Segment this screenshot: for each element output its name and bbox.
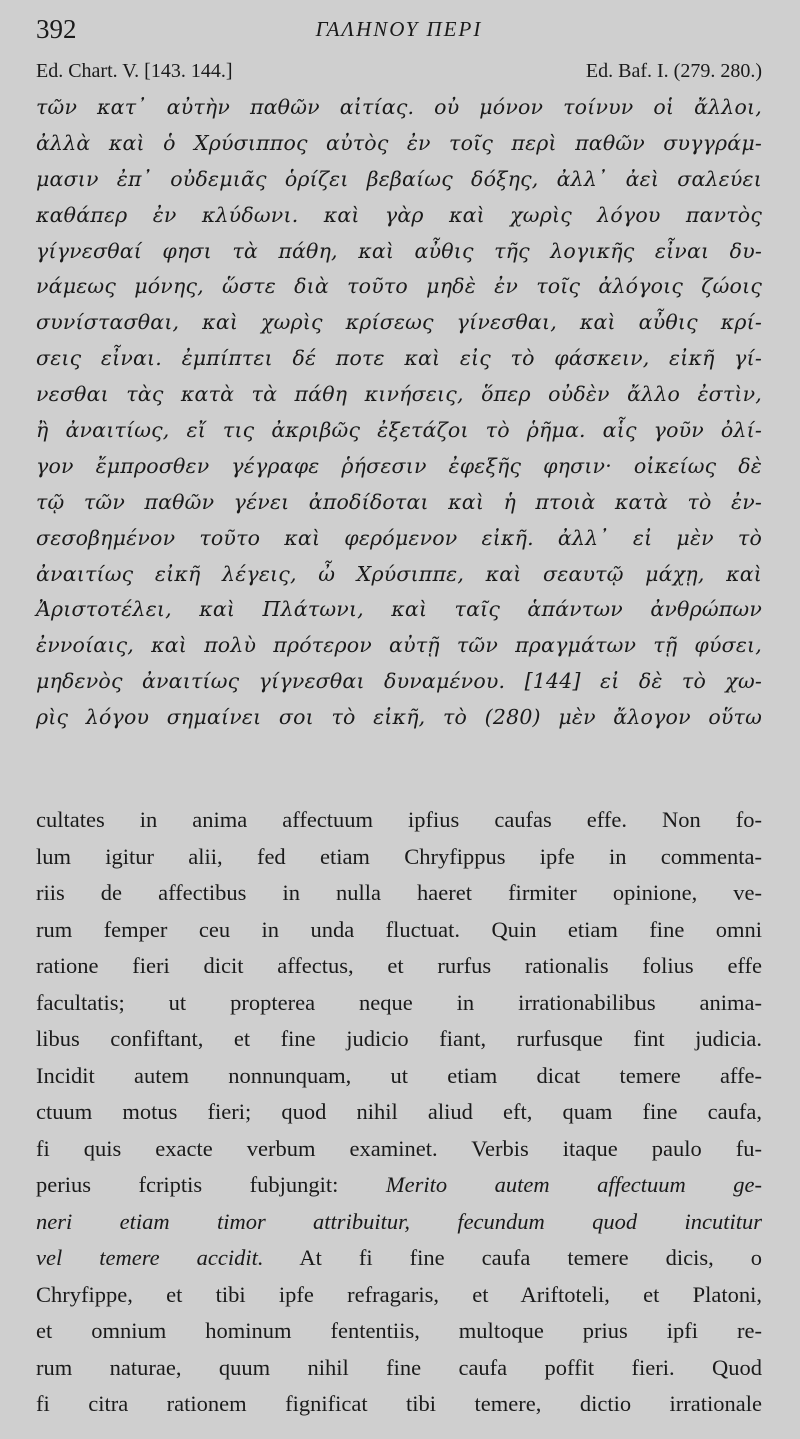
latin-text-line	[36, 1131, 762, 1168]
latin-text-segment: perius fcriptis fubjungit:	[36, 1172, 386, 1198]
greek-text-line: συνίστασθαι, καὶ χωρὶς κρίσεως γίνεσθαι, καὶ αὖθις κρί-	[36, 310, 762, 335]
greek-text-line: Ἀριστοτέλει, καὶ Πλάτωνι, καὶ ταῖς ἁπάντων ἀνθρώπων	[36, 597, 762, 622]
greek-text-line: τῶν κατ᾽ αὐτὴν παθῶν αἰτίας. οὐ μόνον τοίνυν οἱ ἄλλοι,	[36, 95, 762, 119]
latin-text-line	[36, 1277, 762, 1314]
latin-text-line	[36, 875, 762, 912]
greek-text-line: τῷ τῶν παθῶν γένει ἀποδίδοται καὶ ἡ πτοιὰ κατὰ τὸ ἐν-	[36, 489, 762, 514]
latin-text-segment: Incidit autem nonnunquam, ut etiam dicat temere affe-	[36, 1062, 762, 1088]
latin-text-line	[36, 1350, 762, 1387]
greek-text-line: γίγνεσθαί φησι τὰ πάθη, καὶ αὖθις τῆς λογικῆς εἶναι δυ-	[36, 238, 762, 263]
latin-text-segment: Chryfippe, et tibi ipfe refragaris, et Ariftoteli, et Platoni,	[36, 1281, 762, 1307]
greek-text-line: καθάπερ ἐν κλύδωνι. καὶ γὰρ καὶ χωρὶς λόγου παντὸς	[36, 202, 762, 227]
page-header	[36, 0, 762, 56]
latin-text-line	[36, 1094, 762, 1131]
greek-text-line: ἐννοίαις, καὶ πολὺ πρότερον αὐτῇ τῶν πραγμάτων τῇ φύσει,	[36, 633, 762, 658]
edition-references	[36, 60, 762, 88]
greek-text-line: νεσθαι τὰς κατὰ τὰ πάθη κινήσεις, ὅπερ οὐδὲν ἄλλο ἐστὶν,	[36, 382, 762, 407]
greek-text-line: σεις εἶναι. ἐμπίπτει δέ ποτε καὶ εἰς τὸ φάσκειν, εἰκῆ γί-	[36, 346, 762, 371]
greek-text-line: ἀλλὰ καὶ ὁ Χρύσιππος αὐτὸς ἐν τοῖς περὶ παθῶν συγγράμ-	[36, 130, 762, 155]
latin-text-segment: cultates in anima affectuum ipfius caufas effe. Non fo-	[36, 807, 762, 833]
greek-text-line: σεσοβημένον τοῦτο καὶ φερόμενον εἰκῆ. ἀλλ᾽ εἰ μὲν τὸ	[36, 525, 762, 550]
latin-text-segment: riis de affectibus in nulla haeret firmiter opinione, ve-	[36, 880, 762, 906]
latin-text-line	[36, 1240, 762, 1277]
greek-text-line: νάμεως μόνης, ὥστε διὰ τοῦτο μηδὲ ἐν τοῖς ἀλόγοις ζώοις	[36, 274, 762, 299]
page-number: 392	[36, 14, 77, 44]
latin-text-segment: et omnium hominum fententiis, multoque prius ipfi re-	[36, 1318, 762, 1344]
latin-text-line	[36, 1386, 762, 1423]
latin-text-line	[36, 912, 762, 949]
latin-text-line	[36, 1058, 762, 1095]
latin-text-line	[36, 1167, 762, 1204]
greek-text-line: ἢ ἀναιτίως, εἴ τις ἀκριβῶς ἐξετάζοι τὸ ῥῆμα. αἷς γοῦν ὀλί-	[36, 418, 762, 443]
greek-text-line: γον ἔμπροσθεν γέγραφε ῥήσεσιν ἐφεξῆς φησιν· οἰκείως δὲ	[36, 453, 762, 478]
greek-text-line: μηδενὸς ἀναιτίως γίγνεσθαι δυναμένου. [144] εἰ δὲ τὸ χω-	[36, 669, 762, 694]
greek-text-block	[36, 90, 762, 736]
latin-text-line	[36, 802, 762, 839]
latin-text-segment: rum naturae, quum nihil fine caufa poffit fieri. Quod	[36, 1354, 762, 1380]
latin-text-line	[36, 1313, 762, 1350]
latin-text-line	[36, 1021, 762, 1058]
latin-text-block	[36, 802, 762, 1423]
latin-text-line	[36, 948, 762, 985]
latin-text-line	[36, 839, 762, 876]
latin-text-line	[36, 985, 762, 1022]
latin-italic-quote: Merito autem affectuum ge-	[385, 1172, 762, 1198]
latin-text-segment: rum femper ceu in unda fluctuat. Quin etiam fine omni	[36, 916, 762, 942]
latin-text-segment: ratione fieri dicit affectus, et rurfus rationalis folius effe	[36, 953, 762, 979]
greek-text-line: ἀναιτίως εἰκῆ λέγεις, ὦ Χρύσιππε, καὶ σεαυτῷ μάχῃ, καὶ	[36, 561, 762, 586]
latin-text-segment: facultatis; ut propterea neque in irrationabilibus anima-	[36, 989, 762, 1015]
edition-chartier-ref: Ed. Chart. V. [143. 144.]	[36, 60, 233, 82]
latin-text-line	[36, 1204, 762, 1241]
latin-text-segment: libus confiftant, et fine judicio fiant, rurfusque fint judicia.	[36, 1026, 762, 1052]
latin-text-segment: lum igitur alii, fed etiam Chryfippus ipfe in commenta-	[36, 843, 762, 869]
latin-italic-quote: vel temere accidit.	[36, 1245, 264, 1271]
greek-text-line: ρὶς λόγου σημαίνει σοι τὸ εἰκῆ, τὸ (280) μὲν ἄλογον οὕτω	[36, 705, 762, 730]
latin-text-segment: fi quis exacte verbum examinet. Verbis itaque paulo fu-	[36, 1135, 762, 1161]
greek-text-line: μασιν ἐπ᾽ οὐδεμιᾶς ὁρίζει βεβαίως δόξης, ἀλλ᾽ ἀεὶ σαλεύει	[36, 166, 762, 191]
latin-text-segment: At fi fine caufa temere dicis, o	[263, 1245, 762, 1271]
latin-text-segment: fi citra rationem fignificat tibi temere, dictio irrationale	[36, 1391, 762, 1417]
running-title: ΓΑΛΗΝΟΥ ΠΕΡΙ	[315, 17, 483, 41]
latin-text-segment: ctuum motus fieri; quod nihil aliud eft, quam fine caufa,	[36, 1099, 762, 1125]
latin-italic-quote: neri etiam timor attribuitur, fecundum quod incutitur	[36, 1208, 762, 1234]
edition-basel-ref: Ed. Baf. I. (279. 280.)	[585, 60, 762, 82]
